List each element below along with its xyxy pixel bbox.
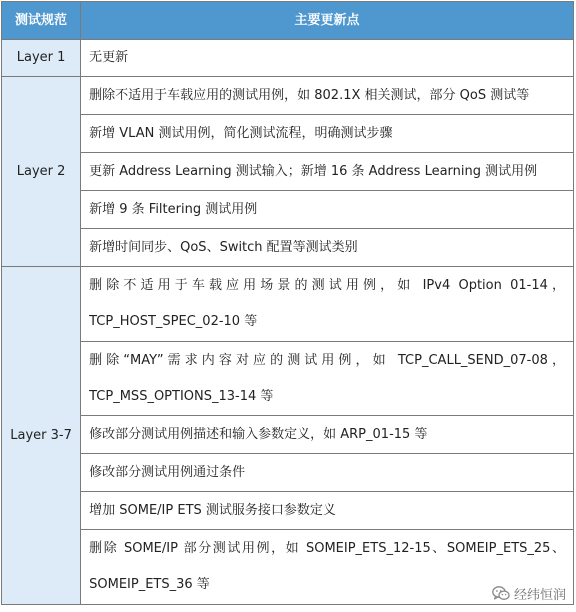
- update-cell: [81, 40, 574, 77]
- update-text: 新增时间同步、QoS、Switch 配置等测试类别: [89, 239, 358, 255]
- table-row: [2, 153, 574, 191]
- update-cell: [81, 229, 574, 267]
- header-spec: 测试规范: [2, 2, 81, 40]
- test-spec-table: [1, 1, 574, 605]
- update-cell: [81, 416, 574, 454]
- table-row: [2, 530, 574, 605]
- spec-cell-layer-2: Layer 2: [2, 77, 81, 267]
- spec-cell-layer-3-7: Layer 3-7: [2, 267, 81, 605]
- update-cell: [81, 191, 574, 229]
- table-row: [2, 492, 574, 530]
- spec-cell-layer-1: Layer 1: [2, 40, 81, 77]
- update-text: 无更新: [89, 50, 129, 65]
- update-cell: [81, 267, 574, 342]
- table-row: [2, 40, 574, 77]
- update-cell: [81, 342, 574, 416]
- table-row: [2, 416, 574, 454]
- update-text: 删除不适用于车载应用的测试用例，如 802.1X 相关测试，部分 QoS 测试等: [89, 87, 530, 103]
- watermark: [492, 584, 566, 603]
- update-cell: [81, 115, 574, 153]
- table-row: [2, 267, 574, 342]
- header-row: [2, 2, 574, 40]
- update-cell: [81, 492, 574, 530]
- update-text: 修改部分测试用例描述和输入参数定义，如 ARP_01-15 等: [89, 426, 428, 442]
- update-text: 新增 9 条 Filtering 测试用例: [89, 201, 258, 217]
- update-text: 删除不适用于车载应用场景的测试用例，如 IPv4 Option 01-14，: [89, 278, 565, 293]
- table-row: [2, 454, 574, 492]
- update-text: 删除 SOME/IP 部分测试用例，如 SOMEIP_ETS_12-15、SOMEIP_ETS_25、: [89, 541, 565, 556]
- update-text: 删除“MAY”需求内容对应的测试用例，如 TCP_CALL_SEND_07-08，: [89, 352, 565, 368]
- table-row: [2, 77, 574, 115]
- table-row: [2, 342, 574, 416]
- update-text: TCP_HOST_SPEC_02-10 等: [89, 314, 258, 329]
- update-text: TCP_MSS_OPTIONS_13-14 等: [89, 388, 274, 404]
- update-cell: [81, 454, 574, 492]
- update-text: SOMEIP_ETS_36 等: [89, 577, 210, 592]
- update-text: 增加 SOME/IP ETS 测试服务接口参数定义: [89, 502, 336, 518]
- update-text: 更新 Address Learning 测试输入；新增 16 条 Address Learning 测试用例: [89, 163, 538, 179]
- update-cell: [81, 77, 574, 115]
- update-text: 修改部分测试用例通过条件: [89, 464, 246, 480]
- table-row: [2, 229, 574, 267]
- watermark-text: 经纬恒润: [513, 588, 566, 603]
- header-updates: 主要更新点: [81, 2, 574, 40]
- update-text: 新增 VLAN 测试用例，简化测试流程，明确测试步骤: [89, 125, 393, 141]
- wechat-icon: [492, 586, 510, 601]
- table-row: [2, 115, 574, 153]
- table-row: [2, 191, 574, 229]
- update-cell: [81, 153, 574, 191]
